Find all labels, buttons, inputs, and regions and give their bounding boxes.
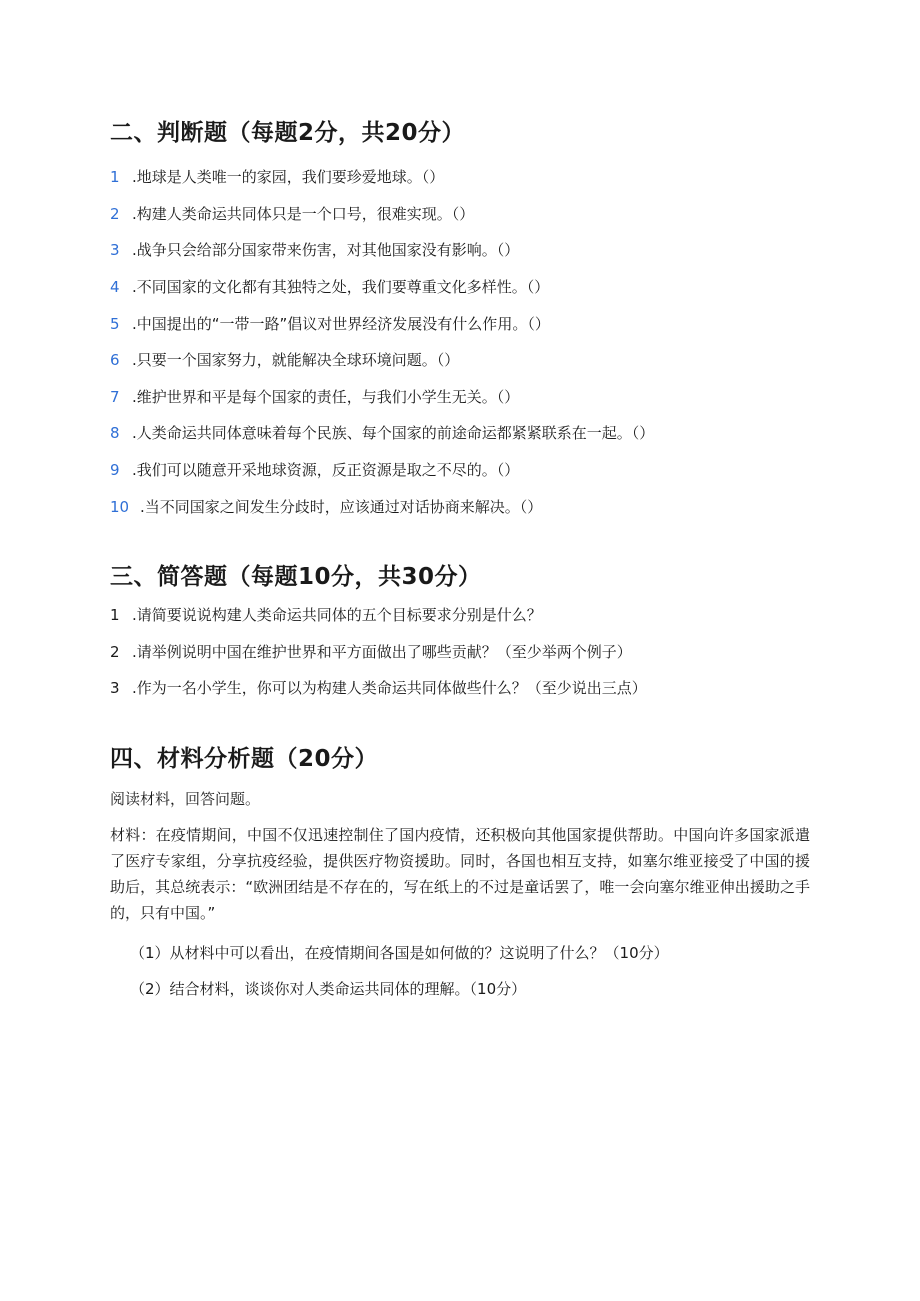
section3-heading: 三、简答题（每题10分，共30分） (110, 564, 482, 590)
item-text: .构建人类命运共同体只是一个口号，很难实现。（） (132, 205, 475, 223)
item-number: 2 (110, 643, 120, 661)
item-number: 1 (110, 606, 120, 624)
list-item (110, 678, 647, 698)
item-number: 7 (110, 388, 120, 406)
list-item (110, 460, 519, 480)
material-intro: 阅读材料，回答问题。 (110, 790, 261, 808)
list-item (110, 350, 459, 370)
question-1: （1）从材料中可以看出，在疫情期间各国是如何做的？这说明了什么？（10分） (130, 944, 669, 962)
list-item (110, 167, 444, 187)
list-item (110, 204, 474, 224)
item-number: 5 (110, 315, 120, 333)
item-text: .人类命运共同体意味着每个民族、每个国家的前途命运都紧紧联系在一起。（） (132, 424, 655, 442)
list-item (110, 497, 542, 517)
list-item (110, 314, 550, 334)
item-text: .我们可以随意开采地球资源，反正资源是取之不尽的。（） (132, 461, 520, 479)
list-item (110, 240, 519, 260)
item-text: .地球是人类唯一的家园，我们要珍爱地球。（） (132, 168, 445, 186)
item-number: 8 (110, 424, 120, 442)
item-text: .中国提出的“一带一路”倡议对世界经济发展没有什么作用。（） (132, 315, 550, 333)
item-text: .请举例说明中国在维护世界和平方面做出了哪些贡献？（至少举两个例子） (132, 643, 632, 661)
item-number: 10 (110, 498, 130, 516)
section4-heading: 四、材料分析题（20分） (110, 746, 379, 772)
list-item (110, 277, 549, 297)
material-paragraph: 材料：在疫情期间，中国不仅迅速控制住了国内疫情，还积极向其他国家提供帮助。中国向许多国家派遣了医疗专家组，分享抗疫经验，提供医疗物资援助。同时，各国也相互支持，如塞尔维亚接受了中国的援助后，其总统表示：“欧洲团结是不存在的，写在纸上的不过是童话罢了，唯一会向塞尔维亚伸出援助之手的，只有中国。” (110, 826, 810, 922)
item-number: 1 (110, 168, 120, 186)
list-item (110, 605, 542, 625)
item-number: 3 (110, 679, 120, 697)
item-number: 6 (110, 351, 120, 369)
item-text: .维护世界和平是每个国家的责任，与我们小学生无关。（） (132, 388, 520, 406)
item-text: .战争只会给部分国家带来伤害，对其他国家没有影响。（） (132, 241, 520, 259)
question-2: （2）结合材料，谈谈你对人类命运共同体的理解。（10分） (130, 980, 527, 998)
list-item (110, 387, 519, 407)
item-text: .作为一名小学生，你可以为构建人类命运共同体做些什么？（至少说出三点） (132, 679, 647, 697)
item-text: .当不同国家之间发生分歧时，应该通过对话协商来解决。（） (140, 498, 543, 516)
item-number: 9 (110, 461, 120, 479)
item-text: .只要一个国家努力，就能解决全球环境问题。（） (132, 351, 460, 369)
list-item (110, 423, 654, 443)
list-item (110, 642, 632, 662)
item-text: .不同国家的文化都有其独特之处，我们要尊重文化多样性。（） (132, 278, 550, 296)
item-number: 2 (110, 205, 120, 223)
item-number: 4 (110, 278, 120, 296)
item-number: 3 (110, 241, 120, 259)
section2-heading: 二、判断题（每题2分，共20分） (110, 120, 466, 146)
item-text: .请简要说说构建人类命运共同体的五个目标要求分别是什么？ (132, 606, 542, 624)
